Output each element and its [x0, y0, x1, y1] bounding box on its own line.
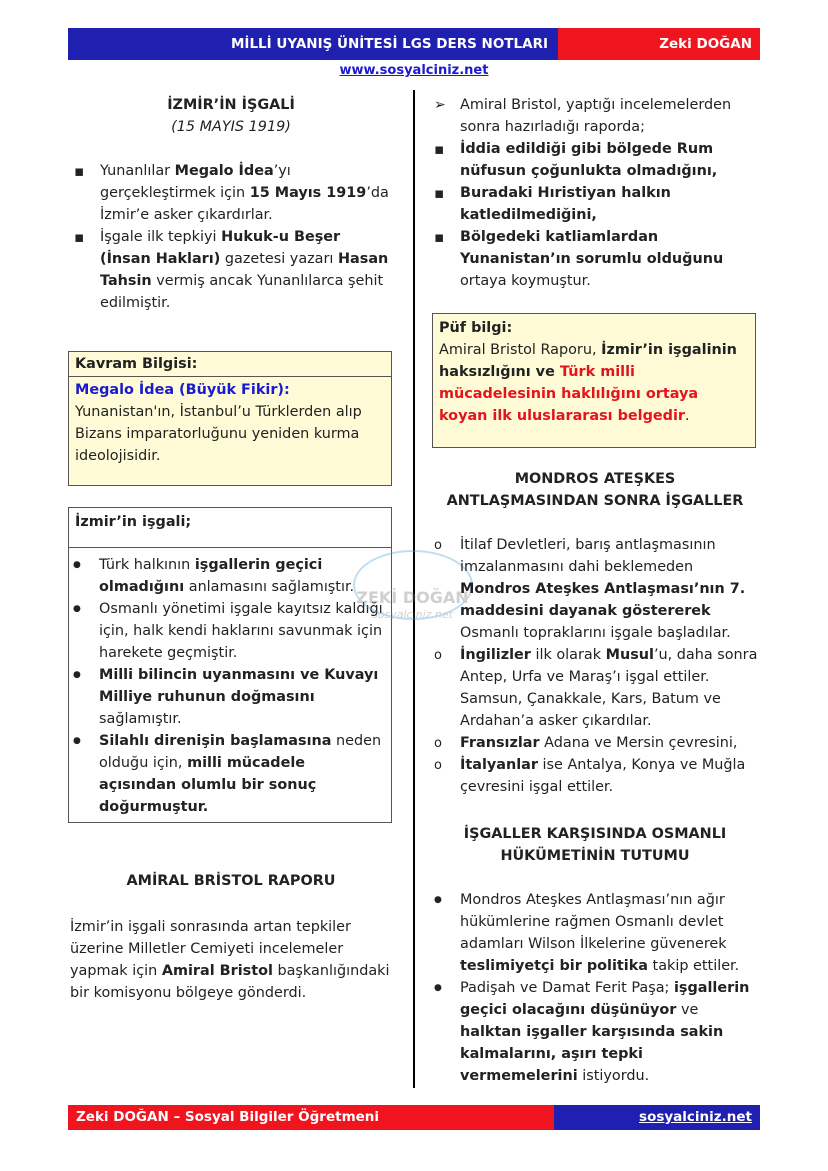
website-link[interactable]: www.sosyalciniz.net — [339, 63, 489, 78]
isgal-effects-box — [68, 507, 392, 823]
list-item: o İngilizler ilk olarak Musul’u, daha sonra Antep, Urfa ve Maraş’ı işgal ettiler. Samsun, Çanakkale, Kars, Batum ve Ardahan’a asker çıkardılar. — [430, 644, 760, 732]
list-item: ● Mondros Ateşkes Antlaşması’nın ağır hükümlerine rağmen Osmanlı devlet adamları Wilson İlkelerine güvenerek teslimiyetçi bir politika takip ettiler. — [430, 889, 760, 977]
osmanli-list — [430, 889, 760, 1087]
list-item: ▪ İşgale ilk tepkiyi Hukuk-u Beşer (İnsan Hakları) gazetesi yazarı Hasan Tahsin vermiş ancak Yunanlılarca şehit edilmiştir. — [70, 226, 392, 314]
list-item: ● Türk halkının işgallerin geçici olmadığını anlamasını sağlamıştır. — [69, 554, 385, 598]
kavram-definition: Yunanistan'ın, İstanbul’u Türklerden alıp Bizans imparatorluğunu yeniden kurma ideolojisidir. — [75, 404, 362, 464]
osmanli-title-line2: HÜKÜMETİNİN TUTUMU — [500, 848, 690, 864]
mondros-list — [430, 534, 760, 798]
puf-bilgi-box — [432, 313, 756, 448]
kavram-term: Megalo İdea (Büyük Fikir): — [75, 382, 290, 398]
left-column — [70, 94, 392, 314]
izmir-date: (15 MAYIS 1919) — [171, 119, 291, 135]
watermark-logo: ZEKİ DOĞAN sosyalciniz.net — [345, 548, 480, 628]
kavram-box — [68, 351, 392, 486]
izmir-title: İZMİR’İN İŞGALİ — [167, 97, 295, 113]
list-item: o Fransızlar Adana ve Mersin çevresini, — [430, 732, 760, 754]
osmanli-title-line1: İŞGALLER KARŞISINDA OSMANLI — [463, 826, 727, 842]
list-item: ▪ İddia edildiği gibi bölgede Rum nüfusun çoğunlukta olmadığını, — [430, 138, 760, 182]
mondros-title-line2: ANTLAŞMASINDAN SONRA İŞGALLER — [446, 493, 744, 509]
footer-author: Zeki DOĞAN – Sosyal Bilgiler Öğretmeni — [68, 1105, 554, 1130]
mondros-title-line1: MONDROS ATEŞKES — [514, 471, 676, 487]
list-item: ➢ Amiral Bristol, yaptığı incelemelerden sonra hazırladığı raporda; — [430, 94, 760, 138]
list-item: ▪ Yunanlılar Megalo İdea’yı gerçekleştirmek için 15 Mayıs 1919’da İzmir’e asker çıkardırlar. — [70, 160, 392, 226]
bristol-title: AMİRAL BRİSTOL RAPORU — [126, 873, 336, 889]
osmanli-section — [430, 823, 760, 1087]
isgal-list — [69, 554, 391, 818]
bristol-findings — [430, 94, 760, 138]
list-item: o İtilaf Devletleri, barış antlaşmasının imzalanmasını dahi beklemeden Mondros Ateşkes Antlaşması’nın 7. maddesini dayanak göstererek Osmanlı topraklarını işgale başladılar. — [430, 534, 760, 644]
puf-heading: Püf bilgi: — [439, 320, 513, 336]
list-item: ● Osmanlı yönetimi işgale kayıtsız kaldığı için, halk kendi haklarını savunmak için harekete geçmiştir. — [69, 598, 385, 664]
puf-text: Amiral Bristol Raporu, İzmir’in işgalinin haksızlığını ve Türk milli mücadelesinin haklılığını ortaya koyan ilk uluslararası belgedir. — [439, 342, 737, 424]
list-item: ● Silahlı direnişin başlamasına neden olduğu için, milli mücadele açısından olumlu bir sonuç doğurmuştur. — [69, 730, 385, 818]
bristol-findings-list — [430, 138, 760, 292]
bristol-paragraph: İzmir’in işgali sonrasında artan tepkiler üzerine Milletler Cemiyeti incelemeler yapmak için Amiral Bristol başkanlığındaki bir komisyonu bölgeye gönderdi. — [70, 919, 390, 1001]
footer-website-link[interactable]: sosyalciniz.net — [554, 1105, 760, 1130]
kavram-heading: Kavram Bilgisi: — [69, 352, 391, 377]
isgal-heading: İzmir’in işgali; — [69, 508, 391, 548]
list-item: ● Milli bilincin uyanmasını ve Kuvayı Milliye ruhunun doğmasını sağlamıştır. — [69, 664, 385, 730]
header-title: MİLLİ UYANIŞ ÜNİTESİ LGS DERS NOTLARI — [68, 28, 558, 60]
list-item: ● Padişah ve Damat Ferit Paşa; işgallerin geçici olacağını düşünüyor ve halktan işgaller karşısında sakin kalmalarını, aşırı tepki vermemelerini istiyordu. — [430, 977, 760, 1087]
list-item: o İtalyanlar ise Antalya, Konya ve Muğla çevresini işgal ettiler. — [430, 754, 760, 798]
mondros-section — [430, 468, 760, 798]
list-item: ▪ Buradaki Hıristiyan halkın katledilmediğini, — [430, 182, 760, 226]
list-item: ▪ Bölgedeki katliamlardan Yunanistan’ın sorumlu olduğunu ortaya koymuştur. — [430, 226, 760, 292]
bristol-section — [70, 870, 392, 1004]
header-author: Zeki DOĞAN — [558, 28, 760, 60]
right-column — [430, 94, 760, 292]
izmir-list — [70, 160, 392, 314]
